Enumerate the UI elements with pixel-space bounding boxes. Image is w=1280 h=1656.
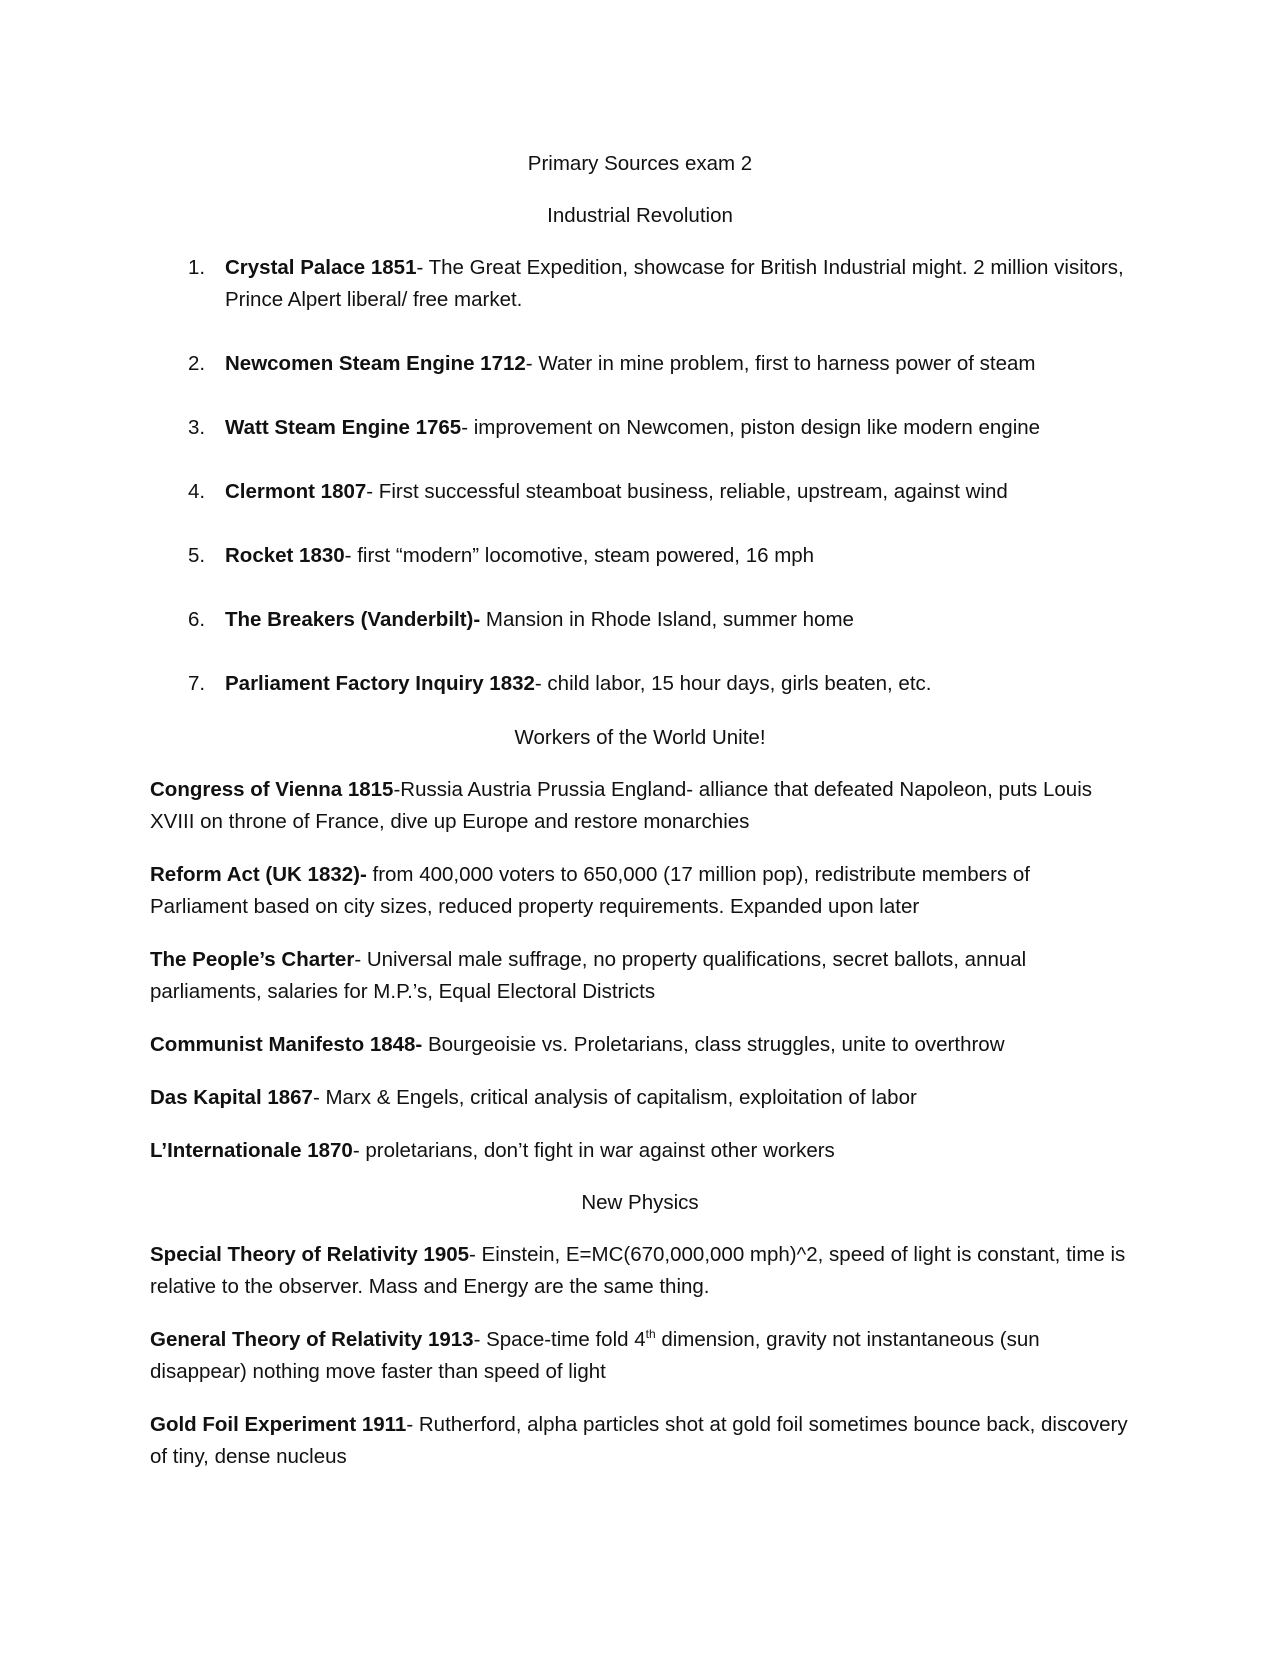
entry-term: Reform Act (UK 1832)- (150, 863, 367, 886)
entry-term: Gold Foil Experiment 1911 (150, 1413, 407, 1436)
entry-description-before: - Space-time fold 4 (473, 1328, 646, 1351)
entry-term: Congress of Vienna 1815 (150, 778, 394, 801)
entry (150, 859, 1130, 923)
entry (150, 1239, 1130, 1303)
entry-description: - Einstein, E=MC(670,000,000 mph)^2, speed of light is constant, time is relative to the observer. Mass and Energy are the same thing. (150, 1243, 1126, 1298)
entry-description: -Russia Austria Prussia England- alliance that defeated Napoleon, puts Louis XVIII on throne of France, dive up Europe and restore monarchies (150, 778, 1092, 833)
section-heading-workers: Workers of the World Unite! (514, 726, 766, 749)
item-term: The Breakers (Vanderbilt)- (225, 608, 481, 631)
entry-description: - proletarians, don’t fight in war against other workers (352, 1139, 835, 1162)
list-item (150, 348, 1130, 380)
list-number: 4. (188, 480, 206, 503)
list-item (150, 476, 1130, 508)
entry (150, 1324, 1130, 1388)
entry-description: Bourgeoisie vs. Proletarians, class struggles, unite to overthrow (422, 1033, 1005, 1056)
entry-term: Special Theory of Relativity 1905 (150, 1243, 470, 1266)
industrial-list (150, 252, 1130, 700)
list-number: 5. (188, 544, 206, 567)
list-item (150, 604, 1130, 636)
item-term: Clermont 1807 (225, 480, 367, 503)
entry-term: Das Kapital 1867 (150, 1086, 313, 1109)
item-term: Rocket 1830 (225, 544, 345, 567)
entry-description: - Marx & Engels, critical analysis of capitalism, exploitation of labor (312, 1086, 917, 1109)
item-term: Watt Steam Engine 1765 (225, 416, 462, 439)
list-item (150, 412, 1130, 444)
list-item (150, 252, 1130, 316)
entry (150, 944, 1130, 1008)
list-number: 7. (188, 672, 206, 695)
entry (150, 774, 1130, 838)
entry-description: - Rutherford, alpha particles shot at gold foil sometimes bounce back, discovery of tiny, dense nucleus (150, 1413, 1128, 1468)
item-description: - Water in mine problem, first to harness power of steam (525, 352, 1036, 375)
item-description: Mansion in Rhode Island, summer home (480, 608, 854, 631)
list-number: 2. (188, 352, 206, 375)
entry-term: Communist Manifesto 1848- (150, 1033, 423, 1056)
workers-section (150, 774, 1130, 1167)
item-description: - child labor, 15 hour days, girls beaten, etc. (534, 672, 932, 695)
item-description: - first “modern” locomotive, steam powered, 16 mph (344, 544, 815, 567)
entry-description: from 400,000 voters to 650,000 (17 million pop), redistribute members of Parliament based on city sizes, reduced property requirements. Expanded upon later (150, 863, 1030, 918)
entry-term: General Theory of Relativity 1913 (150, 1328, 474, 1351)
document-title: Primary Sources exam 2 (527, 152, 753, 175)
item-term: Crystal Palace 1851 (225, 256, 417, 279)
entry (150, 1029, 1130, 1061)
list-number: 3. (188, 416, 206, 439)
item-term: Parliament Factory Inquiry 1832 (225, 672, 535, 695)
entry-term: The People’s Charter (150, 948, 355, 971)
item-description: - The Great Expedition, showcase for British Industrial might. 2 million visitors, Prince Alpert liberal/ free market. (225, 256, 1124, 311)
list-number: 6. (188, 608, 206, 631)
entry (150, 1135, 1130, 1167)
list-number: 1. (188, 256, 206, 279)
section-heading-physics: New Physics (581, 1191, 699, 1214)
entry-term: L’Internationale 1870 (150, 1139, 353, 1162)
entry-description-after: dimension, gravity not instantaneous (sun disappear) nothing move faster than speed of light (150, 1328, 1040, 1383)
item-term: Newcomen Steam Engine 1712 (225, 352, 526, 375)
section-heading-industrial: Industrial Revolution (547, 204, 733, 227)
document-page (150, 148, 1130, 1473)
entry (150, 1409, 1130, 1473)
item-description: - First successful steamboat business, reliable, upstream, against wind (366, 480, 1008, 503)
ordinal-superscript: th (645, 1327, 656, 1342)
physics-section (150, 1239, 1130, 1473)
entry-description: - Universal male suffrage, no property qualifications, secret ballots, annual parliaments, salaries for M.P.’s, Equal Electoral Districts (150, 948, 1027, 1003)
entry (150, 1082, 1130, 1114)
list-item (150, 540, 1130, 572)
list-item (150, 668, 1130, 700)
item-description: - improvement on Newcomen, piston design like modern engine (461, 416, 1041, 439)
